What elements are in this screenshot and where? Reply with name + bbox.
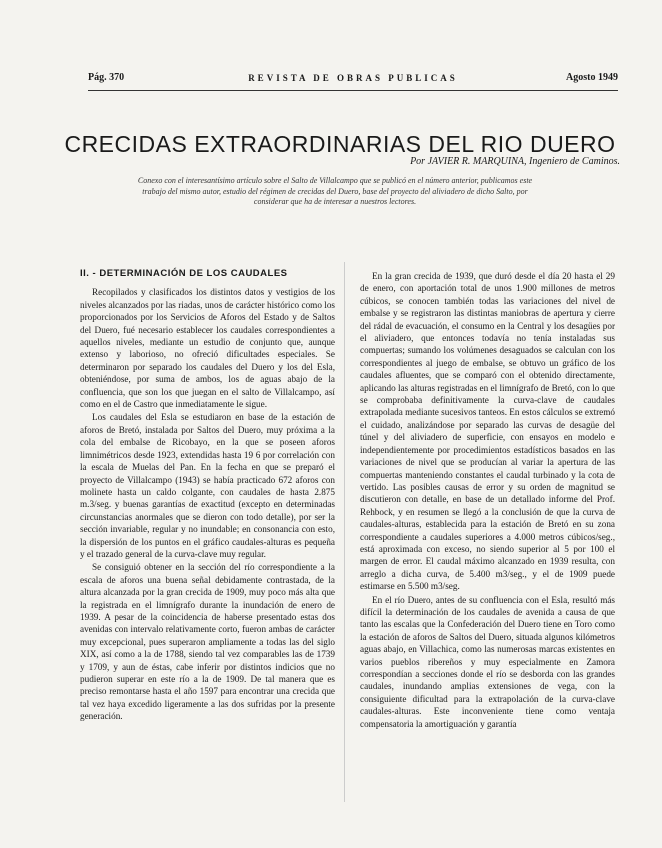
article-byline: Por JAVIER R. MARQUINA, Ingeniero de Caminos. bbox=[410, 156, 620, 167]
right-column bbox=[360, 270, 615, 730]
article-intro: Conexo con el interesantísimo artículo sobre el Salto de Villalcampo que se publicó en el número anterior, publicamos este trabajo del mismo autor, estudio del régimen de crecidas del Duero, base del proyecto del aliviadero de dicho Salto, por considerar que ha de interesar a nuestros lectores. bbox=[137, 176, 533, 206]
page-number: Pág. 370 bbox=[88, 72, 125, 83]
running-header bbox=[88, 72, 618, 88]
paragraph: En el río Duero, antes de su confluencia con el Esla, resultó más difícil la determinación de los caudales de avenida a causa de que tanto las escalas que la Confederación del Duero tiene en Toro como la estación de aforos de Saltos del Duero, situada algunos kilómetros aguas abajo, en Villachica, como las numerosas marcas existentes en varios pueblos ribereños y muy especialmente en Zamora correspondían a secciones donde el río se desborda con las grandes caudales, inundando amplias extensiones de vega, con la consiguiente dificultad para la extrapolación de la curva-clave caudales-alturas. Este inconveniente tiene como ventaja compensatoria la amortiguación y garantía bbox=[360, 594, 615, 729]
paragraph: Recopilados y clasificados los distintos datos y vestigios de los niveles alcanzados por las riadas, unos de carácter histórico como los proporcionados por los Servicios de Aforos del Estado y de Saltos del Duero, fué necesario establecer los caudales correspondientes a aquellos niveles, mediante un estudio de conjunto que, aunque extenso y laborioso, no ofreció dificultades especiales. Se determinaron por separado los caudales del Duero y los del Esla, obteniéndose, por suma de ambos, los de aguas abajo de la confluencia, que son los que juegan en el salto de Villalcampo, así como en el de Castro que inmediatamente le sigue. bbox=[80, 287, 335, 410]
paragraph: Los caudales del Esla se estudiaron en base de la estación de aforos de Bretó, instalada por Saltos del Duero, muy próxima a la cola del embalse de Ricobayo, en la que se poseen aforos limnimétricos desde 1923, extendidas hasta 19 6 por correlación con la escala de Muelas del Pan. En la fecha en que se preparó el proyecto de Villalcampo (1943) se había practicado 672 aforos con molinete hasta un caldo colgante, con caudales de hasta 2.875 m.3/seg. y buenas garantías de exactitud (excepto en determinadas circunstancias anormales que se dieron con todo detalle), por ser la sección invariable, regular y no inundable; en consonancia con esto, la dispersión de los puntos en el gráfico caudales-alturas es pequeña y el trazado general de la curva-clave muy regular. bbox=[80, 412, 335, 559]
section-heading: II. - DETERMINACIÓN DE LOS CAUDALES bbox=[80, 268, 288, 279]
column-divider bbox=[344, 262, 345, 802]
issue-date: Agosto 1949 bbox=[566, 72, 618, 83]
left-column bbox=[80, 268, 335, 723]
paragraph: Se consiguió obtener en la sección del río correspondiente a la escala de aforos una buena señal debidamente contrastada, de la altura alcanzada por la gran crecida de 1909, muy poco más alta que la registrada en el limnígrafo durante la inundación de enero de 1939. A pesar de la coincidencia de haberse presentado estas dos avenidas con intervalo relativamente corto, fueron ambas de carácter muy excepcional, pues superaron ampliamente a todas las del siglo XIX, así como a la de 1788, siendo tal vez comparables las de 1739 y 1709, y aun de éstas, cabe inferir por distintos indicios que no pudieron superar en este río a la de 1909. De tal manera que es preciso remontarse hasta el año 1597 para encontrar una crecida que tal vez haya excedido ligeramente a las dos sufridas por la presente generación. bbox=[80, 562, 335, 722]
header-rule bbox=[88, 90, 618, 91]
paragraph: En la gran crecida de 1939, que duró desde el día 20 hasta el 29 de enero, con aportación total de unos 1.900 millones de metros cúbicos, se conocen también todas las variaciones del nivel de embalse y se registraron las distintas maniobras de apertura y cierre del rádal de evacuación, el consumo en la Central y los desagües por el aliviadero, que entonces todavía no tenía instaladas sus compuertas; sumando los volúmenes desaguados se calculan con los correspondientes al juego de embalse, se obtuvo un gráfico de los caudales afluentes, que se comparó con el obtenido directamente, aplicando las alturas registradas en el limnígrafo de Bretó, con lo que se comprobaba definitivamente la curva-clave de caudales extrapolada mediante sucesivos tanteos. En estos cálculos se extremó el cuidado, analizándose por separado las curvas de desagüe del túnel y del aliviadero de superficie, con ensayos en modelo e independientemente por procedimientos estadísticos basados en las variaciones de nivel que se producían al variar la apertura de las compuertas manteniendo constantes el caudal turbinado y la cota de vertido. Las posibles causas de error y su orden de magnitud se discutieron con detalle, en base de un detallado informe del Prof. Rehbock, y en resumen se llegó a la conclusión de que la curva de caudales-alturas, establecida para la estación de Bretó en su zona correspondiente a caudales superiores a 4.000 metros cúbicos/seg., está aproximada con exceso, no siendo superior al 5 por 100 el margen de error. El caudal máximo alcanzado en 1939 resulta, con arreglo a dicha curva, de 5.400 m3/seg., y el de 1909 puede estimarse en 5.500 m3/seg. bbox=[360, 271, 615, 592]
article-title: CRECIDAS EXTRAORDINARIAS DEL RIO DUERO bbox=[64, 131, 616, 158]
journal-title: REVISTA DE OBRAS PUBLICAS bbox=[248, 73, 458, 83]
